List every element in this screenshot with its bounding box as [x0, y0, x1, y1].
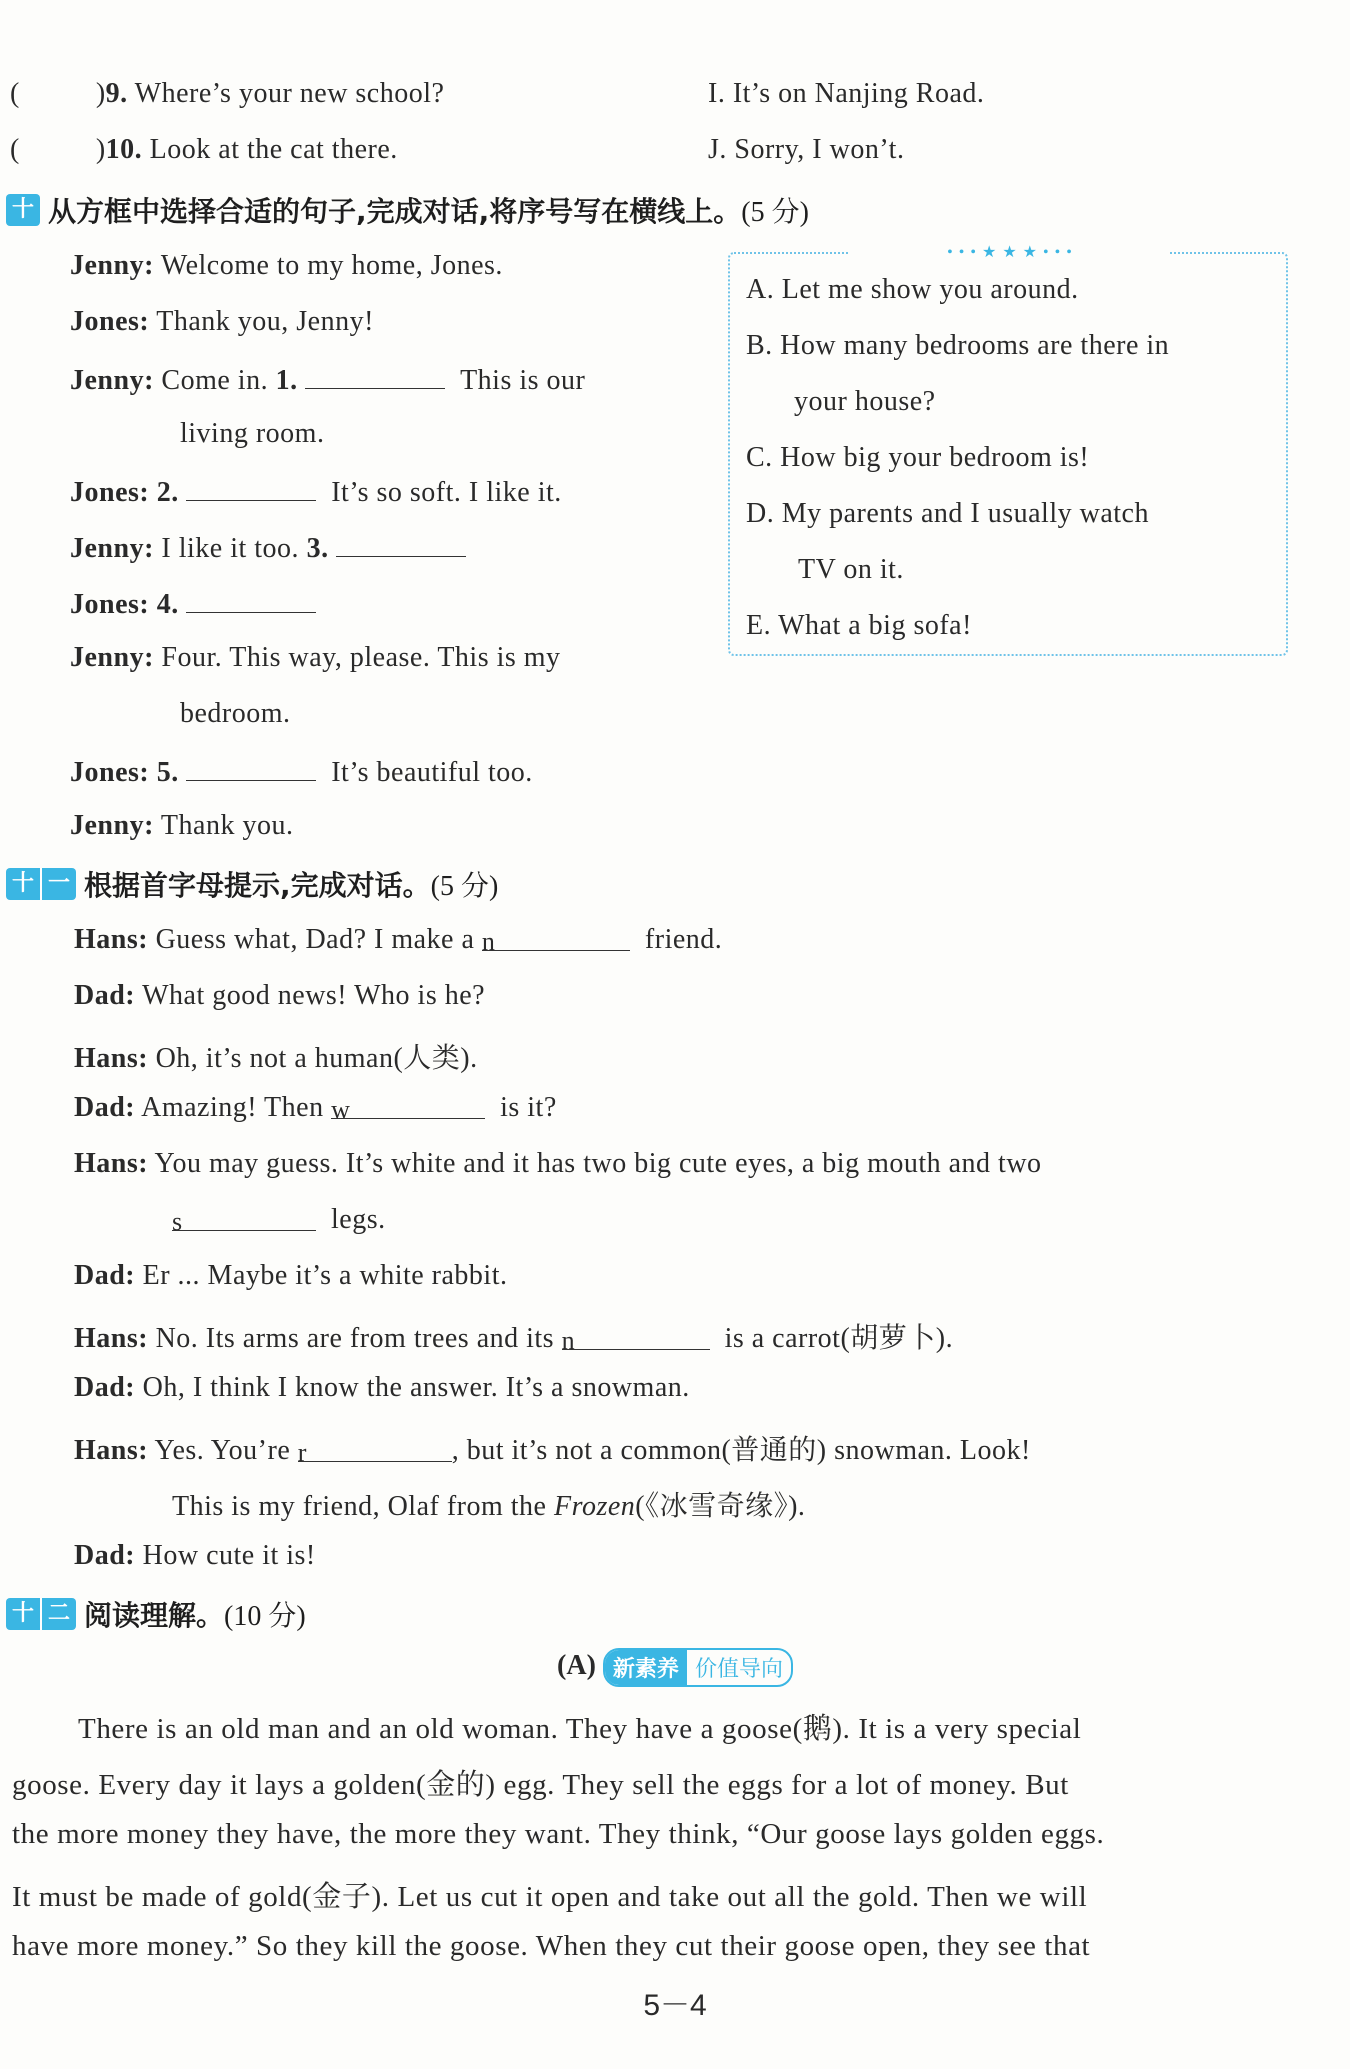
- matching-answer-j: J. Sorry, I won’t.: [708, 134, 905, 165]
- dialogue-line: Dad: Er ... Maybe it’s a white rabbit.: [74, 1260, 508, 1291]
- section-badge: 十 一: [6, 868, 76, 900]
- reading-line: goose. Every day it lays a golden(金的) egg. They sell the eggs for a lot of money. But: [12, 1769, 1069, 1801]
- dialogue-line: Jones: Thank you, Jenny!: [70, 306, 374, 337]
- part-label: (A): [557, 1649, 596, 1681]
- answer-blank-4[interactable]: [186, 586, 316, 613]
- option-e: E. What a big sofa!: [746, 610, 972, 641]
- reading-line: It must be made of gold(金子). Let us cut it open and take out all the gold. Then we will: [12, 1881, 1088, 1913]
- option-d: D. My parents and I usually watch: [746, 498, 1149, 529]
- option-c: C. How big your bedroom is!: [746, 442, 1090, 473]
- answer-blank-2[interactable]: [186, 474, 316, 501]
- initial-blank[interactable]: r: [298, 1435, 452, 1462]
- question-number: 9.: [105, 78, 128, 109]
- section-11-heading: [6, 864, 498, 904]
- answer-blank-3[interactable]: [336, 530, 466, 557]
- dialogue-line: Dad: What good news! Who is he?: [74, 980, 486, 1011]
- section-score: (5 分): [741, 197, 809, 228]
- answer-paren-open[interactable]: (: [10, 134, 20, 165]
- initial-blank[interactable]: n: [562, 1323, 710, 1350]
- initial-blank[interactable]: s: [172, 1204, 316, 1231]
- matching-row-10: ( )10. Look at the cat there.: [10, 134, 398, 165]
- dialogue-line: Jones: 4.: [70, 586, 316, 621]
- initial-blank[interactable]: w: [331, 1092, 485, 1119]
- options-box: [728, 244, 1288, 656]
- matching-row-9: ( )9. Where’s your new school?: [10, 78, 445, 109]
- question-text: Where’s your new school?: [134, 78, 445, 109]
- section-title: 从方框中选择合适的句子,完成对话,将序号写在横线上。: [48, 195, 742, 228]
- matching-answer-i: I. It’s on Nanjing Road.: [708, 78, 985, 109]
- section-score: (5 分): [430, 871, 499, 902]
- section-10-heading: [6, 190, 809, 230]
- answer-blank-1[interactable]: [305, 362, 445, 389]
- section-score: (10 分): [224, 1601, 306, 1632]
- section-badge: 十 二: [6, 1598, 76, 1630]
- initial-blank[interactable]: n: [482, 924, 630, 951]
- answer-paren-open[interactable]: (: [10, 78, 20, 109]
- reading-line: the more money they have, the more they want. They think, “Our goose lays golden eggs.: [12, 1818, 1105, 1850]
- option-a: A. Let me show you around.: [746, 274, 1079, 305]
- section-title: 根据首字母提示,完成对话。: [84, 869, 431, 902]
- dialogue-line: Jenny: Four. This way, please. This is my: [70, 642, 561, 673]
- reading-line: There is an old man and an old woman. They have a goose(鹅). It is a very special: [78, 1713, 1082, 1745]
- section-badge: 十: [6, 194, 40, 226]
- dialogue-line: Jones: 2. It’s so soft. I like it.: [70, 474, 562, 509]
- reading-line: have more money.” So they kill the goose. When they cut their goose open, they see that: [12, 1930, 1091, 1962]
- dialogue-line: Jenny: Welcome to my home, Jones.: [70, 250, 503, 281]
- dialogue-line: Hans: Yes. You’re r , but it’s not a common(普通的) snowman. Look!: [74, 1435, 1031, 1467]
- dialogue-line: Dad: Amazing! Then w is it?: [74, 1092, 557, 1124]
- option-b-cont: your house?: [794, 386, 936, 417]
- dialogue-line: s legs.: [172, 1204, 386, 1236]
- question-text: Look at the cat there.: [149, 134, 398, 165]
- dialogue-line: Jenny: Come in. 1. This is our: [70, 362, 585, 397]
- section-12-heading: [6, 1594, 306, 1634]
- dialogue-line: Jenny: Thank you.: [70, 810, 294, 841]
- dialogue-line: Jones: 5. It’s beautiful too.: [70, 754, 533, 789]
- dialogue-line: Jenny: I like it too. 3.: [70, 530, 466, 565]
- section-title: 阅读理解。: [84, 1599, 225, 1632]
- dialogue-line: living room.: [180, 418, 325, 449]
- dialogue-line: Hans: Oh, it’s not a human(人类).: [74, 1043, 478, 1074]
- page-number: 5－4: [643, 1989, 707, 2022]
- question-number: 10.: [105, 134, 143, 165]
- answer-blank-5[interactable]: [186, 754, 316, 781]
- dialogue-line: bedroom.: [180, 698, 291, 729]
- option-d-cont: TV on it.: [798, 554, 904, 585]
- dialogue-line: Dad: Oh, I think I know the answer. It’s a snowman.: [74, 1372, 690, 1403]
- dialogue-line: This is my friend, Olaf from the Frozen(《冰雪奇缘》).: [172, 1491, 806, 1522]
- dialogue-line: Hans: Guess what, Dad? I make a n friend.: [74, 924, 723, 956]
- reading-part-heading: [0, 1648, 1350, 1687]
- dialogue-line: Dad: How cute it is!: [74, 1540, 316, 1571]
- box-decoration: • • • ★ ★ ★ • • •: [850, 242, 1170, 262]
- option-b: B. How many bedrooms are there in: [746, 330, 1170, 361]
- dialogue-line: Hans: No. Its arms are from trees and its n is a carrot(胡萝卜).: [74, 1323, 954, 1355]
- new-literacy-tag: 新素养 价值导向: [603, 1648, 793, 1687]
- dialogue-line: Hans: You may guess. It’s white and it has two big cute eyes, a big mouth and two: [74, 1148, 1042, 1179]
